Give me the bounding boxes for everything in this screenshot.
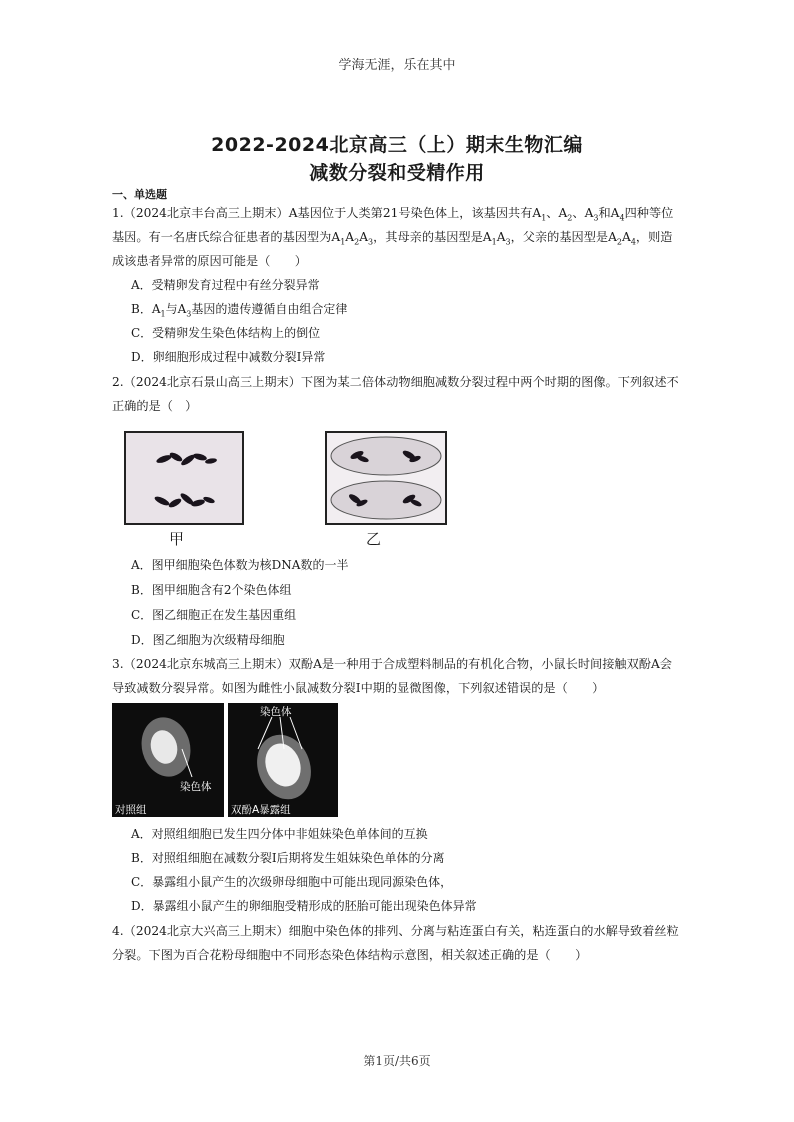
micrograph-control-image (112, 703, 224, 817)
question-1-line-3: 成该患者异常的原因可能是（ ） (112, 254, 307, 268)
question-2-line-2: 正确的是（ ） (112, 399, 198, 413)
question-1-option-b[interactable]: B．$A_1$与$A_3$基因的遗传遵循自由组合定律 (131, 302, 348, 319)
micrograph-exposed (228, 703, 338, 817)
control-group-label: 对照组 (115, 804, 147, 816)
chromosome-image-a (126, 433, 242, 523)
question-3-option-d[interactable]: D．暴露组小鼠产生的卵细胞受精形成的胚胎可能出现染色体异常 (131, 899, 477, 913)
figure-cell-a (124, 431, 244, 525)
question-4-line-1: 4.（2024北京大兴高三上期末）细胞中染色体的排列、分离与粘连蛋白有关，粘连蛋白的水解导致着丝粒 (112, 924, 679, 938)
document-subtitle: 减数分裂和受精作用 (309, 162, 485, 184)
section-heading: 一、单选题 (112, 188, 167, 201)
figure-caption-a: 甲 (169, 530, 185, 548)
question-4-line-2: 分裂。下图为百合花粉母细胞中不同形态染色体结构示意图，相关叙述正确的是（ ） (112, 948, 588, 962)
page-header: 学海无涯，乐在其中 (338, 58, 456, 73)
figure-caption-b: 乙 (366, 530, 382, 548)
question-3-option-a[interactable]: A．对照组细胞已发生四分体中非姐妹染色单体间的互换 (131, 827, 428, 841)
micrograph-control (112, 703, 224, 817)
question-1-line-2: 基因。有一名唐氏综合征患者的基因型为$A_1A_2A_3$，其母亲的基因型是$A_1A_3$，父亲的基因型是$A_2A_4$，则造 (112, 230, 673, 247)
question-2-line-1: 2.（2024北京石景山高三上期末）下图为某二倍体动物细胞减数分裂过程中两个时期的图像。下列叙述不 (112, 375, 679, 389)
page-footer: 第1页/共6页 (363, 1054, 431, 1068)
exposed-group-label: 双酚A暴露组 (231, 804, 291, 816)
question-2-option-a[interactable]: A．图甲细胞染色体数为核DNA数的一半 (131, 558, 349, 572)
question-3-option-b[interactable]: B．对照组细胞在减数分裂Ⅰ后期将发生姐妹染色单体的分离 (131, 851, 445, 865)
question-3-line-1: 3.（2024北京东城高三上期末）双酚A是一种用于合成塑料制品的有机化合物，小鼠长时间接触双酚A会 (112, 657, 672, 671)
control-chromosome-label: 染色体 (180, 781, 212, 793)
question-1-option-a[interactable]: A．受精卵发育过程中有丝分裂异常 (131, 278, 320, 292)
question-1-option-d[interactable]: D．卵细胞形成过程中减数分裂Ⅰ异常 (131, 350, 326, 364)
exposed-chromosome-label: 染色体 (260, 706, 292, 718)
question-3-line-2: 导致减数分裂异常。如图为雌性小鼠减数分裂Ⅰ中期的显微图像，下列叙述错误的是（ ） (112, 681, 605, 695)
question-2-option-c[interactable]: C．图乙细胞正在发生基因重组 (131, 608, 297, 622)
question-2-option-b[interactable]: B．图甲细胞含有2个染色体组 (131, 583, 292, 597)
question-1-option-c[interactable]: C．受精卵发生染色体结构上的倒位 (131, 326, 321, 340)
chromosome-image-b (327, 433, 445, 523)
question-1-line-1: 1.（2024北京丰台高三上期末）A基因位于人类第21号染色体上，该基因共有$A_1$、$A_2$、$A_3$和$A_4$四种等位 (112, 206, 674, 223)
question-2-option-d[interactable]: D．图乙细胞为次级精母细胞 (131, 633, 285, 647)
figure-cell-b (325, 431, 447, 525)
question-3-option-c[interactable]: C．暴露组小鼠产生的次级卵母细胞中可能出现同源染色体， (131, 875, 453, 889)
micrograph-exposed-image (228, 703, 338, 817)
document-title: 2022-2024北京高三（上）期末生物汇编 (211, 134, 583, 156)
